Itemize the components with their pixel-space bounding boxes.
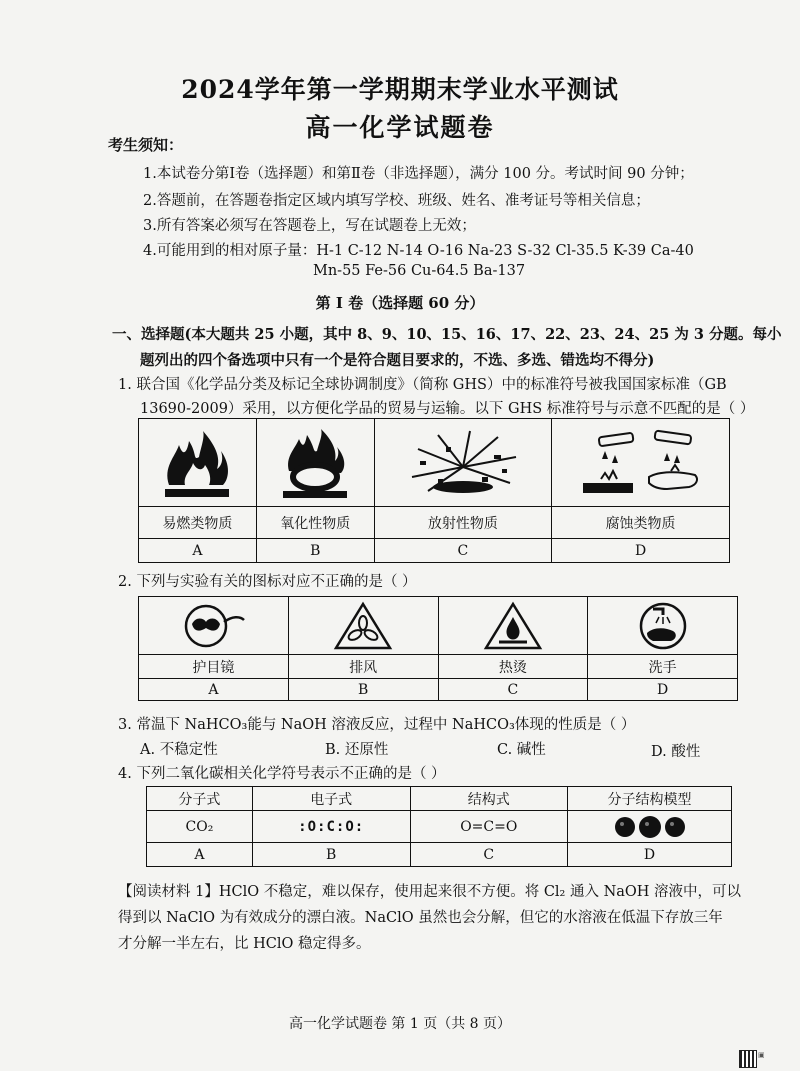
fan-icon [333,601,393,651]
q4-structural-formula: O=C=O [410,811,568,843]
goggles-icon [178,602,248,650]
q4-letter-c: C [410,843,568,867]
q3-option-b: B. 还原性 [325,742,389,758]
flame-icon [157,427,237,499]
q1-letter-d: D [552,539,730,563]
reading-line-3: 才分解一半左右，比 HClO 稳定得多。 [118,936,371,952]
reading-line-2: 得到以 NaClO 为有效成分的漂白液。NaClO 虽然也会分解，但它的水溶液在低温下存放三年 [118,910,723,926]
notice-item-2: 2.答题前，在答题卷指定区域内填写学校、班级、姓名、准考证号等相关信息； [143,193,650,209]
q4-header-model: 分子结构模型 [568,787,732,811]
q4-letter-b: B [252,843,410,867]
notice-item-4: 4.可能用到的相对原子量：H-1 C-12 N-14 O-16 Na-23 S-32 Cl-35.5 K-39 Ca-40 [143,243,694,259]
hand-wash-icon [633,601,693,651]
q1-cell-b-icon [256,419,374,507]
q2-letter-c: C [438,679,588,701]
electron-formula-text: :O:C:O: [298,818,365,835]
exam-title: 2024学年第一学期期末学业水平测试 [181,75,619,104]
section-intro-2: 题列出的四个备选项中只有一个是符合题目要求的，不选、多选、错选均不得分) [140,352,655,369]
q1-label-c: 放射性物质 [374,507,552,539]
q1-stem-1: 1. 联合国《化学品分类及标记全球协调制度》（简称 GHS）中的标准符号被我国国家标准（GB [118,377,727,393]
q2-letter-d: D [588,679,738,701]
q1-letter-a: A [139,539,257,563]
watermark-logo-icon: ▣ [758,1051,765,1059]
q2-letter-a: A [139,679,289,701]
flame-over-circle-icon [275,427,355,499]
q1-letter-c: C [374,539,552,563]
corrosion-icon [571,427,711,499]
reading-line-1: 【阅读材料 1】HClO 不稳定，难以保存，使用起来很不方便。将 Cl₂ 通入 NaOH 溶液中，可以 [118,884,742,900]
q2-letter-b: B [288,679,438,701]
notice-heading: 考生须知： [108,136,184,154]
q2-label-a: 护目镜 [139,655,289,679]
q2-cell-c-icon [438,597,588,655]
q4-letter-a: A [147,843,253,867]
qr-code-icon [739,1050,757,1068]
q1-label-b: 氧化性物质 [256,507,374,539]
q4-letter-d: D [568,843,732,867]
q1-cell-d-icon [552,419,730,507]
q2-stem: 2. 下列与实验有关的图标对应不正确的是（ ） [118,574,417,590]
hot-surface-icon [483,601,543,651]
q1-label-a: 易燃类物质 [139,507,257,539]
q3-option-c: C. 碱性 [497,742,546,758]
notice-item-1: 1.本试卷分第Ⅰ卷（选择题）和第Ⅱ卷（非选择题），满分 100 分。考试时间 90 分钟； [143,166,694,182]
section-title: 第 Ⅰ 卷（选择题 60 分） [315,294,485,312]
q4-header-formula: 分子式 [147,787,253,811]
exam-subtitle: 高一化学试题卷 [305,113,495,142]
q1-table [138,418,730,563]
q1-label-d: 腐蚀类物质 [552,507,730,539]
q2-cell-a-icon [139,597,289,655]
q4-stem: 4. 下列二氧化碳相关化学符号表示不正确的是（ ） [118,766,446,782]
q2-cell-d-icon [588,597,738,655]
q2-label-b: 排风 [288,655,438,679]
q3-option-a: A. 不稳定性 [140,742,218,758]
q1-letter-b: B [256,539,374,563]
molecule-model-icon [605,816,695,838]
q2-label-c: 热烫 [438,655,588,679]
q4-formula: CO₂ [147,811,253,843]
q2-cell-b-icon [288,597,438,655]
page-footer: 高一化学试题卷 第 1 页（共 8 页） [288,1016,512,1032]
q4-electron-formula [252,811,410,843]
q2-label-d: 洗手 [588,655,738,679]
q1-cell-a-icon [139,419,257,507]
exploding-bomb-icon [398,427,528,499]
q1-cell-c-icon [374,419,552,507]
q2-table [138,596,738,701]
q4-header-electron: 电子式 [252,787,410,811]
q4-table [146,786,732,867]
notice-item-5: Mn-55 Fe-56 Cu-64.5 Ba-137 [313,263,526,279]
notice-item-3: 3.所有答案必须写在答题卷上，写在试题卷上无效； [143,218,476,234]
q4-header-structure: 结构式 [410,787,568,811]
section-intro-1: 一、选择题(本大题共 25 小题，其中 8、9、10、15、16、17、22、23、24、25 为 3 分题。每小 [112,326,782,343]
q4-model [568,811,732,843]
q1-stem-2: 13690-2009）采用，以方便化学品的贸易与运输。以下 GHS 标准符号与示意不匹配的是（ ） [140,401,755,417]
q3-option-d: D. 酸性 [651,744,701,760]
q3-stem: 3. 常温下 NaHCO₃能与 NaOH 溶液反应，过程中 NaHCO₃体现的性质是（ ） [118,717,636,733]
